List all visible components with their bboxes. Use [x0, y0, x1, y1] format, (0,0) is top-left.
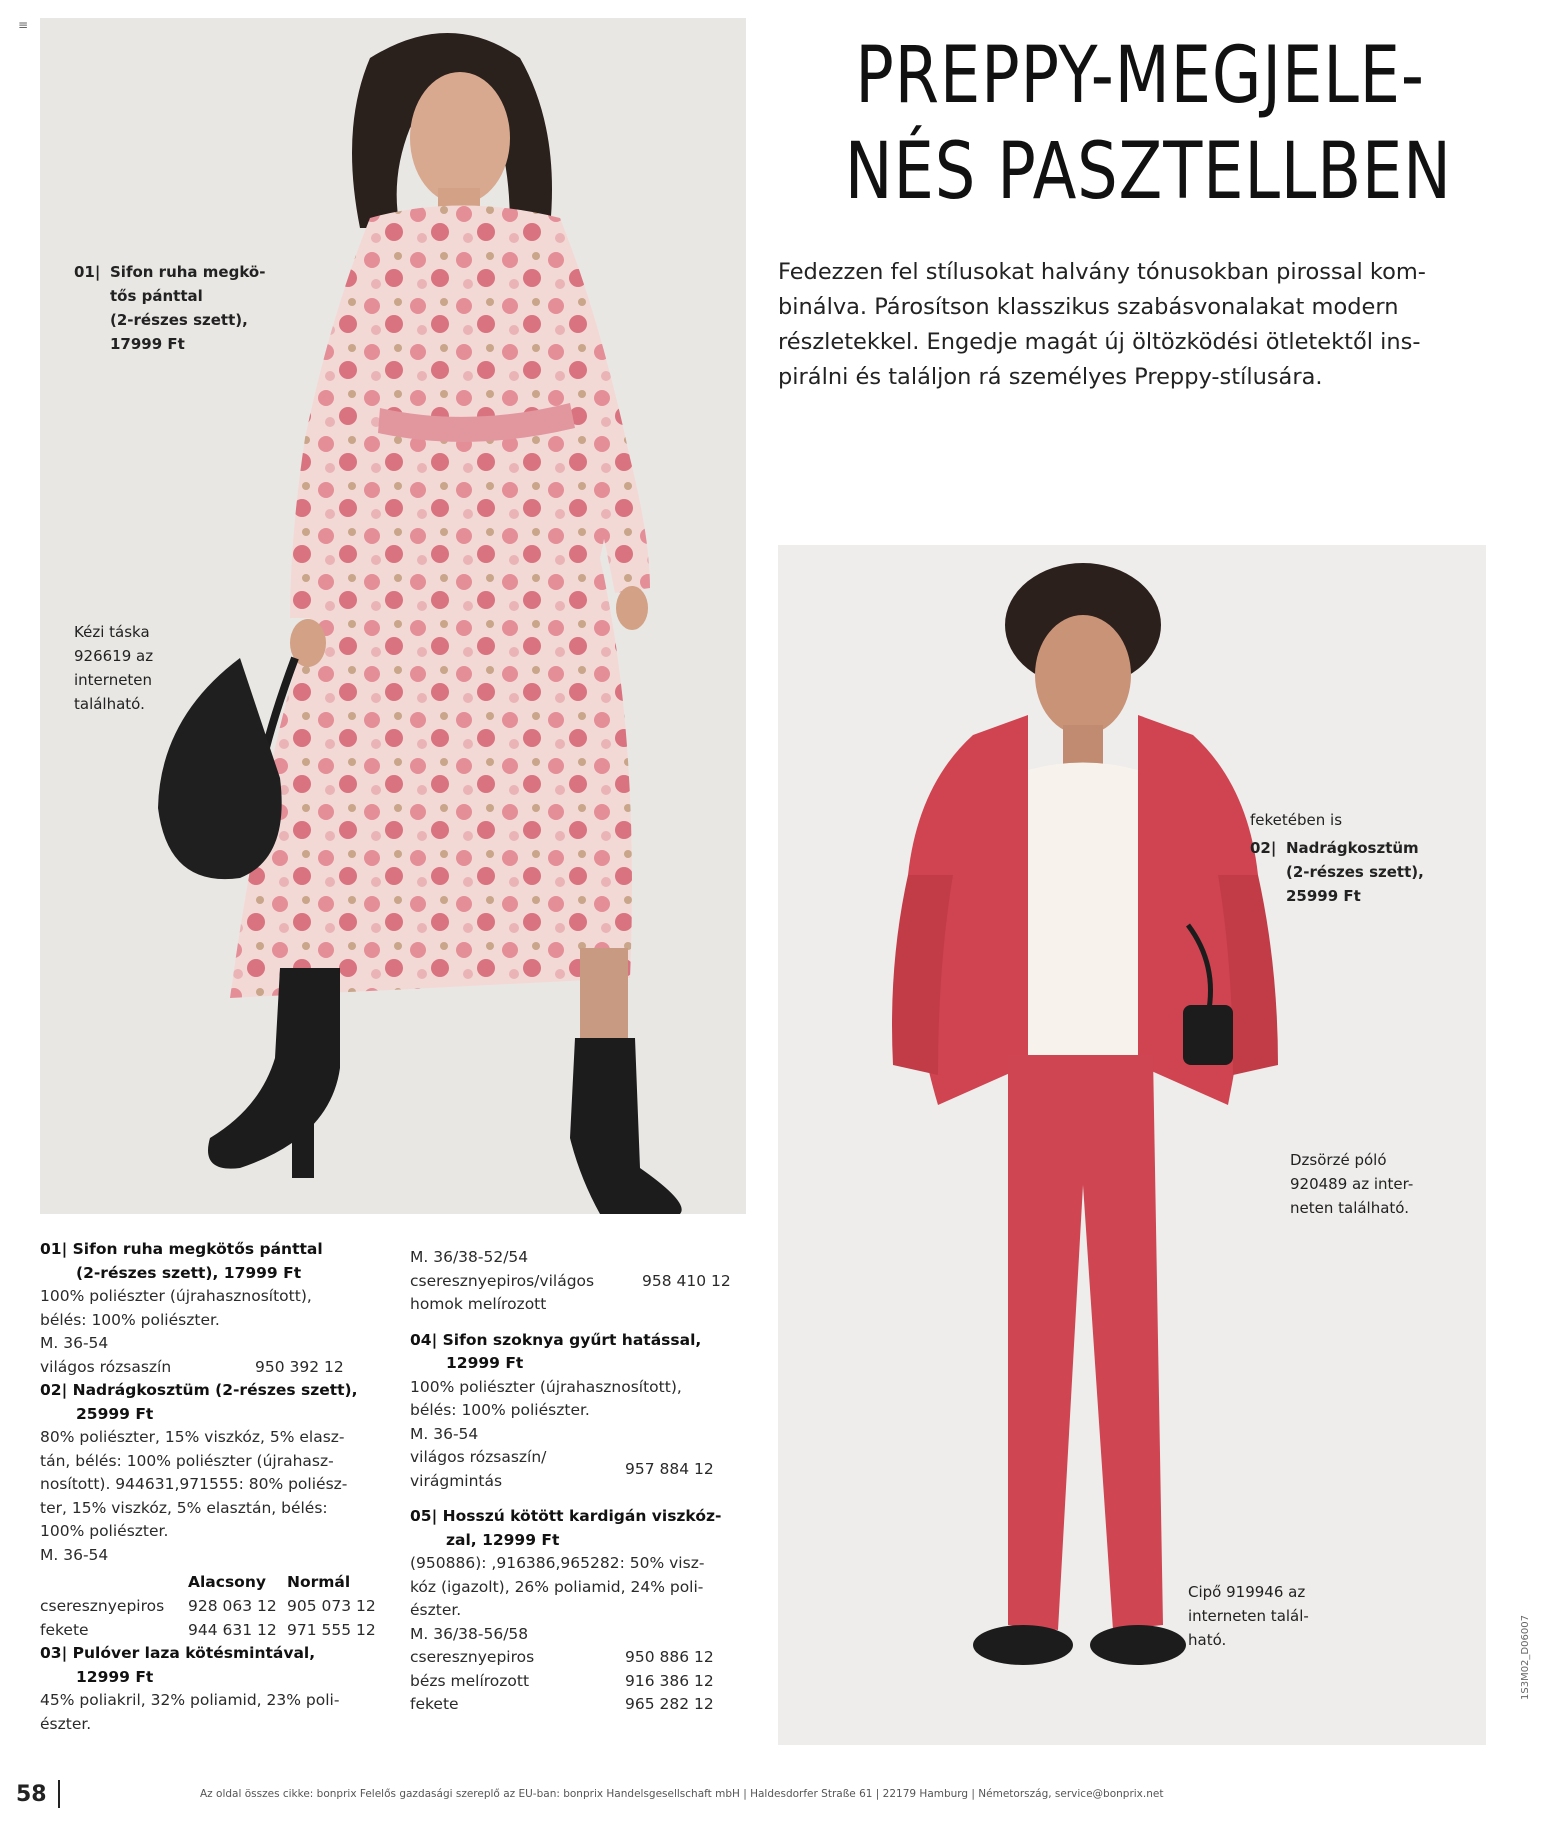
- headline-line-2: NÉS PASZTELLBEN: [844, 127, 1452, 217]
- page-headline: [780, 28, 1500, 220]
- product-color: homok melírozott: [410, 1295, 547, 1313]
- product-color: világos rózsaszín: [40, 1357, 172, 1376]
- product-color: virágmintás: [410, 1471, 503, 1490]
- size-column-normal: Normál: [287, 1573, 351, 1591]
- product-color-row: [410, 1459, 760, 1494]
- callout-line: (2-részes szett),: [1286, 863, 1424, 881]
- product-code: 957 884 12: [625, 1459, 714, 1478]
- product-detail: 100% poliészter.: [40, 1522, 169, 1540]
- product-code: 905 073 12: [287, 1597, 376, 1615]
- product-title: 12999 Ft: [446, 1354, 524, 1372]
- intro-line: Fedezzen fel stílusokat halvány tónusokban pirossal kom-: [778, 259, 1426, 285]
- callout-line: Kézi táska: [74, 623, 150, 641]
- product-detail: nosított). 944631,971555: 80% poliész-: [40, 1475, 348, 1493]
- product-title: 03| Pulóver laza kötésmintával,: [40, 1644, 316, 1662]
- callout-line: 926619 az: [74, 647, 154, 665]
- callout-line: interneten: [74, 671, 153, 689]
- callout-tee: [1290, 1148, 1413, 1220]
- product-size: M. 36-54: [40, 1334, 109, 1352]
- product-color: világos rózsaszín/: [410, 1448, 547, 1466]
- callout-line: 920489 az inter-: [1290, 1175, 1414, 1193]
- product-detail: bélés: 100% poliészter.: [40, 1310, 220, 1329]
- product-detail: 100% poliészter (újrahasznosított),: [410, 1377, 682, 1396]
- product-title: (2-részes szett), 17999 Ft: [76, 1263, 302, 1282]
- product-code: 916 386 12: [625, 1671, 714, 1690]
- product-size: M. 36-54: [410, 1424, 479, 1443]
- product-title: 12999 Ft: [76, 1667, 154, 1686]
- callout-line: interneten talál-: [1188, 1607, 1309, 1625]
- product-title: 25999 Ft: [76, 1404, 154, 1423]
- callout-shoe: [1188, 1580, 1309, 1652]
- product-code: 965 282 12: [625, 1695, 714, 1713]
- product-detail: 100% poliészter (újrahasznosított),: [40, 1287, 312, 1305]
- callout-bag: [74, 620, 153, 716]
- page-number-divider: [58, 1780, 60, 1808]
- size-header-row: [40, 1567, 388, 1595]
- callout-line: Cipő 919946 az: [1188, 1583, 1306, 1601]
- photo-red-suit: [778, 545, 1486, 1745]
- product-size: M. 36/38-56/58: [410, 1624, 529, 1643]
- product-code: 950 392 12: [255, 1357, 344, 1376]
- product-color-row: [40, 1595, 388, 1619]
- intro-line: pirálni és találjon rá személyes Preppy-stílusára.: [778, 364, 1323, 390]
- product-code: 958 410 12: [642, 1271, 731, 1290]
- intro-line: részletekkel. Engedje magát új öltözködési ötletektől ins-: [778, 329, 1421, 355]
- product-color-row: [410, 1670, 760, 1694]
- product-title: 01| Sifon ruha megkötős pánttal: [40, 1240, 323, 1258]
- intro-text: [778, 255, 1490, 395]
- product-color-row: [410, 1270, 760, 1294]
- product-detail: kóz (igazolt), 26% poliamid, 24% poli-: [410, 1577, 704, 1596]
- product-color: fekete: [40, 1620, 89, 1639]
- product-detail: (950886): ,916386,965282: 50% visz-: [410, 1554, 705, 1572]
- callout-suit-color: [1250, 808, 1342, 832]
- product-color: cseresznyepiros: [410, 1648, 535, 1666]
- product-color-row: [40, 1356, 388, 1380]
- page-number: 58: [16, 1782, 47, 1807]
- product-color: bézs melírozott: [410, 1671, 530, 1690]
- callout-line: 17999 Ft: [110, 335, 185, 353]
- product-color: cseresznyepiros: [40, 1597, 165, 1615]
- product-detail: ter, 15% viszkóz, 5% elasztán, bélés:: [40, 1498, 328, 1517]
- product-color: cseresznyepiros/világos: [410, 1271, 595, 1290]
- product-code: 950 886 12: [625, 1648, 714, 1666]
- product-detail: 45% poliakril, 32% poliamid, 23% poli-: [40, 1691, 340, 1709]
- product-color: fekete: [410, 1695, 459, 1713]
- callout-line: ható.: [1188, 1631, 1227, 1649]
- size-column-low: Alacsony: [188, 1573, 266, 1591]
- callout-line: (2-részes szett),: [110, 311, 248, 329]
- product-title: zal, 12999 Ft: [446, 1530, 560, 1549]
- product-detail: észter.: [40, 1714, 92, 1733]
- product-color-row: [410, 1693, 760, 1717]
- product-detail: 80% poliészter, 15% viszkóz, 5% elasz-: [40, 1428, 345, 1446]
- menu-mark: ≡: [18, 18, 29, 32]
- photo-floral-dress: [40, 18, 746, 1214]
- product-color-row: [40, 1619, 388, 1643]
- callout-number: 01|: [74, 263, 101, 281]
- callout-line: található.: [74, 695, 145, 713]
- callout-suit: [1250, 836, 1424, 908]
- footer-legal: Az oldal összes cikke: bonprix Felelős gazdasági szereplő az EU-ban: bonprix Handelsgesellschaft mbH | Haldesdorfer Straße 61 | 22179 Hamburg | Németország, service@bonprix.net: [200, 1788, 1164, 1800]
- product-title: 04| Sifon szoknya gyűrt hatással,: [410, 1330, 702, 1349]
- specs-right-column: [410, 1246, 760, 1717]
- product-detail: tán, bélés: 100% poliészter (újrahasz-: [40, 1451, 334, 1470]
- callout-line: feketében is: [1250, 811, 1343, 829]
- callout-line: 25999 Ft: [1286, 887, 1361, 905]
- product-code: 971 555 12: [287, 1620, 376, 1639]
- product-detail: bélés: 100% poliészter.: [410, 1401, 590, 1419]
- product-title: 02| Nadrágkosztüm (2-részes szett),: [40, 1381, 358, 1399]
- specs-left-column: [40, 1238, 388, 1736]
- product-size: M. 36-54: [40, 1545, 109, 1564]
- callout-line: Nadrágkosztüm: [1286, 839, 1419, 857]
- product-code: 928 063 12: [188, 1597, 277, 1615]
- product-color-row: [410, 1646, 760, 1670]
- product-code: 944 631 12: [188, 1620, 277, 1639]
- callout-line: tős pánttal: [110, 287, 203, 305]
- callout-dress: [74, 260, 265, 356]
- callout-line: neten található.: [1290, 1199, 1409, 1217]
- product-detail: észter.: [410, 1601, 462, 1619]
- callout-number: 02|: [1250, 839, 1277, 857]
- callout-line: Sifon ruha megkö-: [110, 263, 266, 281]
- side-catalog-code: 1S3M02_D06007: [1520, 1615, 1531, 1700]
- intro-line: binálva. Párosítson klasszikus szabásvonalakat modern: [778, 294, 1399, 320]
- product-title: 05| Hosszú kötött kardigán viszkóz-: [410, 1507, 722, 1525]
- headline-line-1: PREPPY-MEGJELE-: [855, 31, 1425, 121]
- callout-line: Dzsörzé póló: [1290, 1151, 1387, 1169]
- product-size: M. 36/38-52/54: [410, 1248, 529, 1266]
